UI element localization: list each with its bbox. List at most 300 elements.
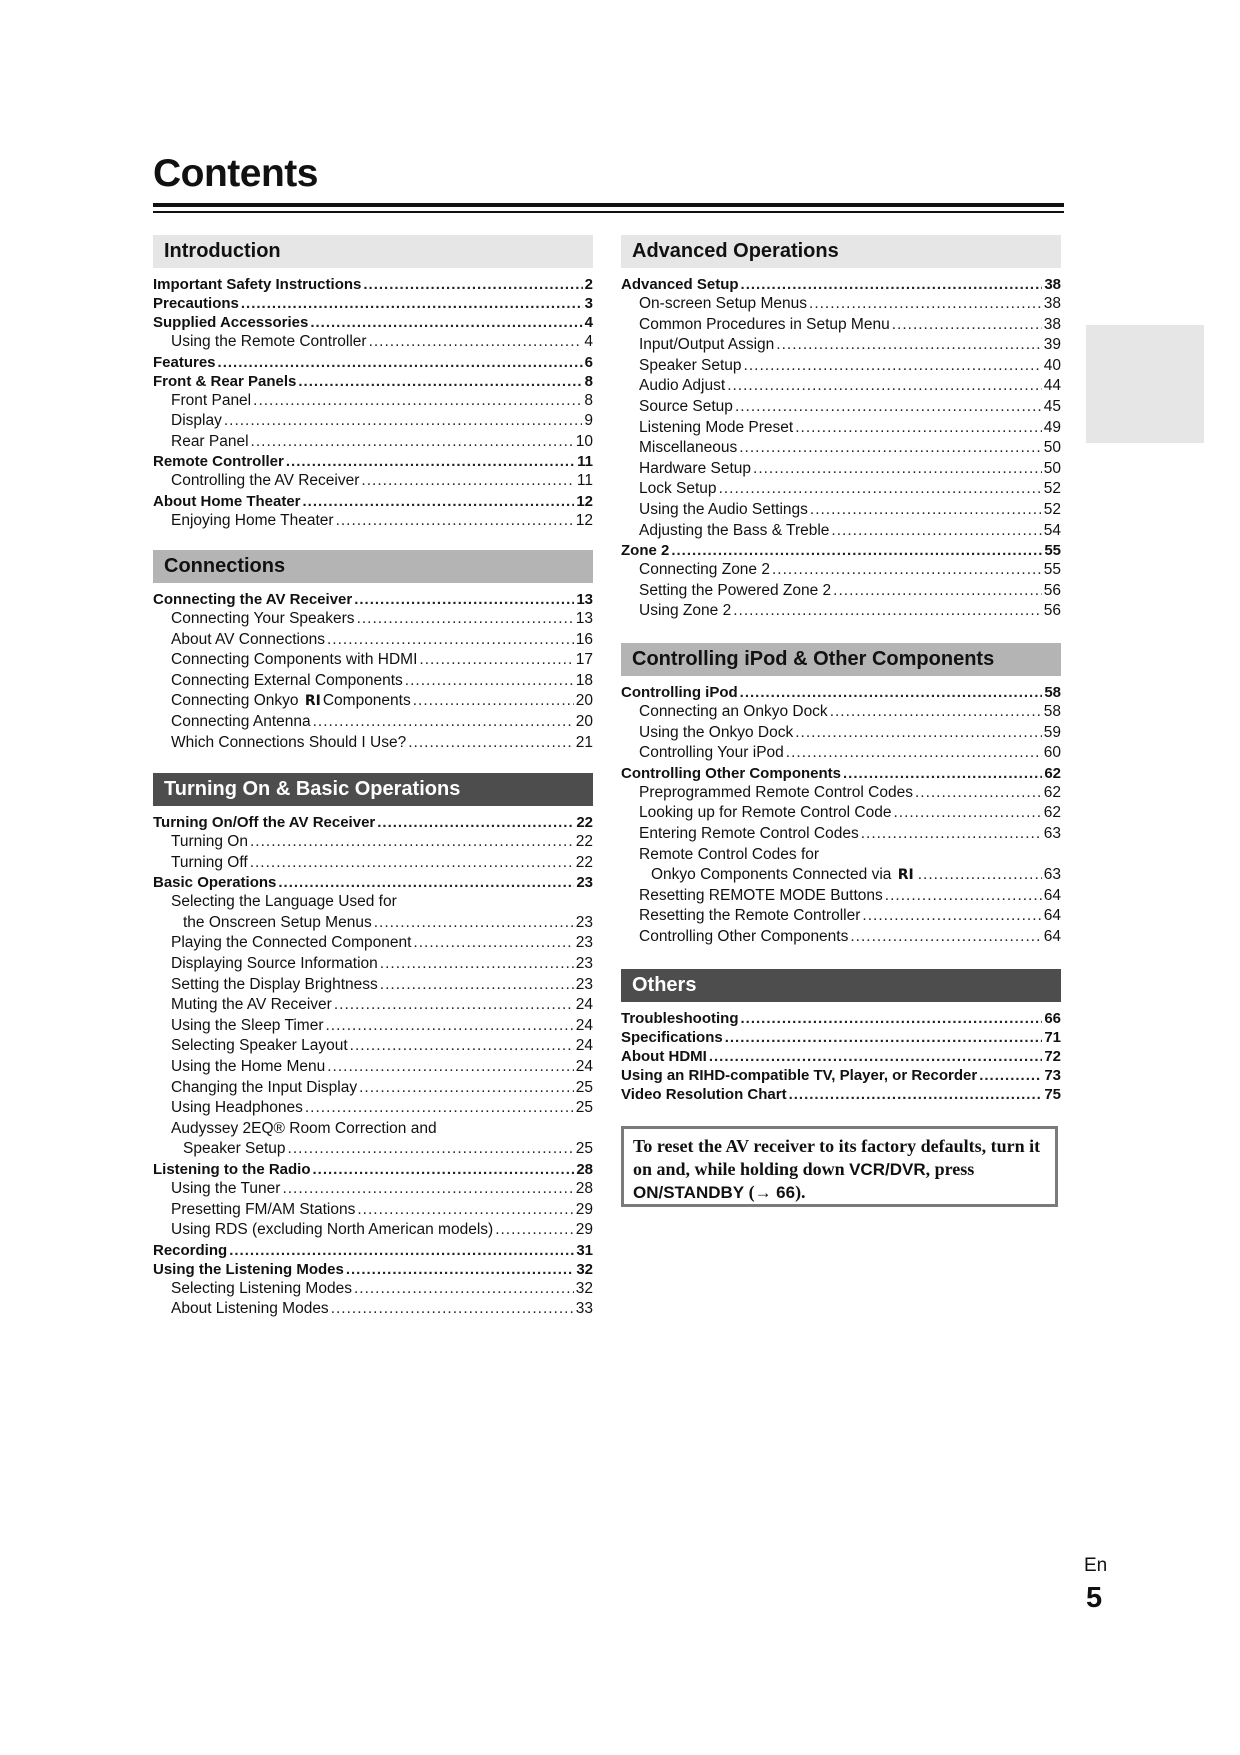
toc-entry-label	[621, 1047, 707, 1066]
dot-leader	[727, 376, 1042, 397]
toc-entry-page-number[interactable]: 4	[584, 333, 593, 350]
toc-entry-page-number[interactable]: 38	[1043, 315, 1061, 333]
toc-entry-label	[639, 335, 774, 356]
toc-entry-specifications[interactable]	[621, 1028, 1061, 1047]
toc-entry-title: Setting the Powered Zone 2	[639, 581, 832, 599]
toc-entry-title: Enjoying Home Theater	[171, 511, 334, 529]
toc-entry-page-number[interactable]: 55	[1044, 542, 1061, 560]
toc-entry-title: Playing the Connected Component	[171, 934, 412, 952]
dot-leader	[741, 1009, 1043, 1028]
toc-entry-connecting-onkyo[interactable]	[153, 691, 593, 712]
toc-entry-page-number[interactable]: 55	[1043, 561, 1061, 579]
toc-entry-title: Speaker Setup	[639, 356, 742, 374]
toc-entry-title: Precautions	[153, 295, 239, 312]
toc-entry-connecting-zone-2[interactable]	[621, 560, 1061, 581]
toc-entry-label	[639, 376, 725, 397]
toc-entry-page-number[interactable]: 23	[575, 913, 593, 931]
toc-entry-title: Rear Panel	[171, 432, 249, 450]
toc-entry-label	[171, 511, 334, 532]
toc-entry-page-number[interactable]: 72	[1044, 1048, 1061, 1065]
toc-entry-page-number[interactable]: 20	[575, 712, 593, 730]
toc-entry-using-the-sleep-timer[interactable]	[153, 1016, 593, 1037]
dot-leader	[327, 630, 574, 651]
toc-entry-basic-operations[interactable]	[153, 873, 593, 892]
toc-entry-page-number[interactable]: 21	[575, 733, 593, 751]
toc-entry-precautions[interactable]	[153, 294, 593, 313]
toc-entry-page-number[interactable]: 24	[575, 1057, 593, 1075]
toc-entry-supplied-accessories[interactable]	[153, 313, 593, 332]
toc-entry-adjusting-the-bass-treble[interactable]	[621, 521, 1061, 542]
toc-entry-page-number[interactable]: 54	[1043, 521, 1061, 539]
toc-entry-remote-control-codes-for[interactable]	[621, 845, 1061, 866]
toc-entry-speaker-setup[interactable]	[153, 1139, 593, 1160]
section-advanced-operations	[621, 235, 1061, 622]
toc-entry-about-av-connections[interactable]	[153, 630, 593, 651]
toc-entry-page-number[interactable]: 6	[584, 353, 593, 371]
toc-entry-label	[153, 590, 352, 609]
dot-leader	[303, 492, 575, 511]
toc-entry-page-number[interactable]: 23	[575, 975, 593, 993]
toc-entry-using-the-audio-settings[interactable]	[621, 500, 1061, 521]
toc-entry-page-number[interactable]: 52	[1043, 480, 1061, 498]
toc-entry-preprogrammed-remote-control-codes[interactable]	[621, 783, 1061, 804]
toc-entry-page-number[interactable]: 31	[576, 1241, 593, 1259]
toc-entry-connecting-external-components[interactable]	[153, 671, 593, 692]
toc-entry-title: Using the Onkyo Dock	[639, 723, 794, 741]
note-text-2: , press	[925, 1159, 975, 1179]
toc-entry-title: Connecting Components with HDMI	[171, 651, 418, 669]
toc-entry-page-number[interactable]: 16	[575, 630, 593, 648]
toc-entry-label	[621, 541, 669, 560]
toc-entry-page-number[interactable]: 11	[576, 472, 593, 490]
toc-entry-controlling-other-components[interactable]	[621, 764, 1061, 783]
toc-entry-the-onscreen-setup-menus[interactable]	[153, 913, 593, 934]
toc-entry-changing-the-input-display[interactable]	[153, 1078, 593, 1099]
toc-entry-label	[153, 1241, 227, 1260]
toc-entry-page-number[interactable]: 32	[576, 1260, 593, 1278]
toc-entry-page-number[interactable]: 12	[576, 492, 593, 510]
dot-leader	[786, 743, 1042, 764]
toc-entry-using-the-home-menu[interactable]	[153, 1057, 593, 1078]
toc-entry-source-setup[interactable]	[621, 397, 1061, 418]
toc-entry-entering-remote-control-codes[interactable]	[621, 824, 1061, 845]
section-controlling-ipod-other-components	[621, 643, 1061, 948]
toc-entry-features[interactable]	[153, 353, 593, 372]
toc-entry-page-number[interactable]: 13	[575, 610, 593, 627]
toc-entry-troubleshooting[interactable]	[621, 1009, 1061, 1028]
toc-entry-title: Turning On	[171, 833, 248, 850]
toc-entry-label	[171, 1098, 303, 1119]
toc-entry-page-number[interactable]: 56	[1043, 602, 1061, 620]
dot-leader	[831, 521, 1041, 542]
toc-entry-page-number[interactable]: 24	[575, 996, 593, 1014]
toc-entry-label	[621, 764, 841, 783]
toc-entry-playing-the-connected-component[interactable]	[153, 933, 593, 954]
toc-entry-page-number[interactable]: 45	[1043, 397, 1061, 415]
toc-entry-page-number[interactable]: 66	[1044, 1010, 1061, 1027]
toc-entry-title: Preprogrammed Remote Control Codes	[639, 783, 913, 801]
toc-entry-turning-off[interactable]	[153, 853, 593, 874]
toc-entry-onkyo-components-connected-via[interactable]	[621, 865, 1061, 886]
toc-entry-label	[639, 783, 913, 804]
ri-logo-icon: RI	[897, 867, 914, 884]
toc-entry-label	[171, 391, 251, 412]
section-heading: Connections	[153, 550, 593, 583]
toc-entry-page-number[interactable]: 29	[575, 1200, 593, 1218]
section-heading: Others	[621, 969, 1061, 1002]
dot-leader	[405, 671, 574, 692]
toc-entry-displaying-source-information[interactable]	[153, 954, 593, 975]
toc-entry-lock-setup[interactable]	[621, 479, 1061, 500]
toc-entry-title: Speaker Setup	[183, 1140, 286, 1158]
toc-entry-using-the-remote-controller[interactable]	[153, 332, 593, 353]
dot-leader	[288, 1139, 574, 1160]
toc-entry-title: Resetting REMOTE MODE Buttons	[639, 886, 883, 904]
toc-entry-hardware-setup[interactable]	[621, 459, 1061, 480]
toc-entry-selecting-listening-modes[interactable]	[153, 1279, 593, 1300]
toc-entry-about-hdmi[interactable]	[621, 1047, 1061, 1066]
section-heading: Introduction	[153, 235, 593, 268]
toc-entry-resetting-remote-mode-buttons[interactable]	[621, 886, 1061, 907]
dot-leader	[915, 783, 1042, 804]
toc-entry-title: Miscellaneous	[639, 439, 738, 457]
toc-entry-speaker-setup[interactable]	[621, 356, 1061, 377]
toc-entry-page-number[interactable]: 50	[1043, 439, 1061, 457]
toc-entry-label	[171, 733, 406, 754]
toc-entry-selecting-the-language-used-for[interactable]	[153, 892, 593, 913]
toc-entry-page-number[interactable]: 52	[1043, 500, 1061, 518]
dot-leader	[327, 1057, 574, 1078]
toc-entry-page-number[interactable]: 50	[1043, 459, 1061, 477]
toc-entry-label	[153, 294, 239, 313]
toc-entry-label	[639, 927, 848, 948]
toc-entry-label	[171, 1016, 324, 1037]
toc-entry-page-number[interactable]: 58	[1044, 684, 1061, 701]
toc-entry-zone-2[interactable]	[621, 541, 1061, 560]
toc-entry-title: Video Resolution Chart	[621, 1086, 787, 1103]
toc-entry-using-rds-excluding-north-american-models[interactable]	[153, 1220, 593, 1241]
toc-entry-connecting-components-with-hdmi[interactable]	[153, 650, 593, 671]
toc-entry-title: About Home Theater	[153, 492, 301, 510]
toc-entry-title: Which Connections Should I Use?	[171, 733, 407, 751]
toc-entry-title: Zone 2	[621, 542, 670, 560]
toc-entry-title: Connecting Zone 2	[639, 561, 770, 579]
toc-entry-front-panel[interactable]	[153, 391, 593, 412]
toc-entry-title: Connecting an Onkyo Dock	[639, 703, 828, 720]
toc-entry-connecting-your-speakers[interactable]	[153, 609, 593, 630]
toc-entry-title: Using the Audio Settings	[639, 500, 808, 518]
toc-entry-listening-to-the-radio[interactable]	[153, 1160, 593, 1179]
toc-entry-page-number[interactable]: 33	[575, 1300, 593, 1318]
section-turning-on-basic-operations	[153, 773, 593, 1320]
toc-entry-setting-the-display-brightness[interactable]	[153, 975, 593, 996]
toc-entry-page-number[interactable]: 8	[584, 372, 593, 390]
toc-entry-title: About Listening Modes	[171, 1300, 329, 1318]
dot-leader	[725, 1028, 1043, 1047]
toc-entry-controlling-other-components[interactable]	[621, 927, 1061, 948]
toc-entry-remote-controller[interactable]	[153, 452, 593, 471]
dot-leader	[772, 560, 1042, 581]
toc-entry-title: Presetting FM/AM Stations	[171, 1200, 356, 1218]
toc-entry-page-number[interactable]: 25	[575, 1099, 593, 1117]
toc-entry-label	[171, 1299, 329, 1320]
dot-leader	[286, 452, 575, 471]
toc-entry-about-home-theater[interactable]	[153, 492, 593, 511]
toc-entry-page-number[interactable]: 32	[575, 1279, 593, 1297]
dot-leader	[850, 927, 1041, 948]
toc-entry-miscellaneous[interactable]	[621, 438, 1061, 459]
toc-entry-title: Display	[171, 412, 222, 430]
toc-entry-title: Turning Off	[171, 853, 248, 871]
toc-entry-using-zone-2[interactable]	[621, 601, 1061, 622]
toc-entry-common-procedures-in-setup-menu[interactable]	[621, 315, 1061, 336]
toc-entry-using-an-rihd-compatible-tv-player-or-recorder[interactable]	[621, 1066, 1061, 1085]
toc-entry-page-number[interactable]: 44	[1043, 377, 1061, 395]
toc-entry-page-number[interactable]: 24	[575, 1037, 593, 1055]
toc-entry-page-number[interactable]: 75	[1044, 1086, 1061, 1103]
toc-entry-label	[639, 459, 751, 480]
toc-entry-turning-on[interactable]	[153, 832, 593, 853]
dot-leader	[354, 590, 574, 609]
dot-leader	[413, 691, 574, 712]
toc-entry-page-number[interactable]: 40	[1043, 356, 1061, 374]
toc-entry-title: Using an RIHD-compatible TV, Player, or Recorder	[621, 1067, 978, 1084]
toc-entry-title: Adjusting the Bass & Treble	[639, 521, 830, 539]
toc-entry-title: Hardware Setup	[639, 459, 752, 477]
dot-leader	[918, 865, 1042, 886]
dot-leader	[789, 1085, 1043, 1104]
toc-entry-label	[639, 418, 793, 439]
toc-entry-muting-the-av-receiver[interactable]	[153, 995, 593, 1016]
toc-entry-audio-adjust[interactable]	[621, 376, 1061, 397]
toc-entry-page-number[interactable]: 25	[575, 1078, 593, 1096]
toc-entry-page-number[interactable]: 56	[1043, 581, 1061, 599]
toc-entry-label	[171, 1279, 352, 1300]
toc-entry-title: Onkyo Components Connected via	[651, 866, 892, 884]
toc-entry-page-number[interactable]: 63	[1043, 824, 1061, 842]
dot-leader	[861, 824, 1042, 845]
dot-leader	[313, 712, 574, 733]
toc-entry-page-number[interactable]: 60	[1043, 744, 1061, 762]
toc-entry-label	[639, 560, 770, 581]
toc-entry-page-number[interactable]: 29	[575, 1221, 593, 1239]
toc-entry-page-number[interactable]: 28	[576, 1160, 593, 1178]
toc-entry-title: On-screen Setup Menus	[639, 295, 808, 312]
toc-entry-label	[171, 1200, 355, 1221]
dot-leader	[843, 764, 1042, 783]
toc-entry-title: Features	[153, 353, 216, 371]
toc-entry-connecting-antenna[interactable]	[153, 712, 593, 733]
toc-entry-page-number[interactable]: 38	[1044, 276, 1061, 293]
toc-entry-title: Source Setup	[639, 397, 733, 415]
dot-leader	[278, 873, 574, 892]
toc-entry-label	[153, 313, 308, 332]
toc-entry-recording[interactable]	[153, 1241, 593, 1260]
dot-leader	[346, 1260, 574, 1279]
toc-entry-front-rear-panels[interactable]	[153, 372, 593, 391]
toc-entry-using-headphones[interactable]	[153, 1098, 593, 1119]
dot-leader	[374, 913, 574, 934]
toc-entry-page-number[interactable]: 22	[575, 833, 593, 850]
toc-entry-page-number[interactable]: 22	[576, 814, 593, 831]
dot-leader	[326, 1016, 574, 1037]
toc-entry-page-number[interactable]: 28	[575, 1179, 593, 1197]
toc-entry-label	[621, 1066, 977, 1085]
toc-entry-page-number[interactable]: 63	[1043, 866, 1061, 884]
toc-entry-title: Supplied Accessories	[153, 314, 309, 331]
toc-entry-advanced-setup[interactable]	[621, 275, 1061, 294]
toc-entry-video-resolution-chart[interactable]	[621, 1085, 1061, 1104]
toc-entry-turning-on-off-the-av-receiver[interactable]	[153, 813, 593, 832]
toc-entry-page-number[interactable]: 39	[1043, 336, 1061, 354]
toc-entry-page-number[interactable]: 23	[576, 874, 593, 892]
toc-entry-page-number[interactable]: 62	[1044, 764, 1061, 782]
toc-entry-label	[639, 824, 859, 845]
dot-leader	[810, 500, 1042, 521]
toc-entry-page-number[interactable]: 64	[1043, 927, 1061, 945]
toc-entry-title: Using RDS (excluding North American models)	[171, 1221, 494, 1239]
toc-entry-page-number[interactable]: 64	[1043, 886, 1061, 904]
dot-leader	[862, 906, 1041, 927]
toc-entry-label	[639, 845, 819, 866]
toc-entry-label	[171, 1078, 357, 1099]
toc-entry-page-number[interactable]: 22	[575, 853, 593, 871]
toc-entry-page-number[interactable]: 49	[1043, 418, 1061, 436]
dot-leader	[251, 432, 574, 453]
dot-leader	[380, 975, 574, 996]
dot-leader	[359, 1078, 574, 1099]
toc-entry-enjoying-home-theater[interactable]	[153, 511, 593, 532]
arrow-right-icon: →	[754, 1183, 772, 1202]
toc-entry-page-number[interactable]: 58	[1043, 703, 1061, 720]
toc-entry-on-screen-setup-menus[interactable]	[621, 294, 1061, 315]
factory-reset-note	[621, 1126, 1058, 1207]
toc-entry-title: Using the Home Menu	[171, 1057, 326, 1075]
toc-entry-page-number[interactable]: 62	[1043, 804, 1061, 822]
toc-entry-page-number[interactable]: 9	[584, 412, 593, 430]
toc-entry-title: Selecting the Language Used for	[171, 893, 397, 911]
toc-entry-page-number[interactable]: 24	[575, 1016, 593, 1034]
toc-entry-list	[153, 583, 593, 753]
dot-leader	[334, 995, 574, 1016]
toc-entry-page-number[interactable]: 71	[1044, 1029, 1061, 1046]
note-ref-page[interactable]: 66	[776, 1183, 796, 1202]
toc-entry-input-output-assign[interactable]	[621, 335, 1061, 356]
toc-entry-page-number[interactable]: 38	[1043, 295, 1061, 312]
toc-entry-rear-panel[interactable]	[153, 432, 593, 453]
toc-entry-about-listening-modes[interactable]	[153, 1299, 593, 1320]
toc-entry-connecting-the-av-receiver[interactable]	[153, 590, 593, 609]
toc-entry-looking-up-for-remote-control-code[interactable]	[621, 803, 1061, 824]
toc-entry-label	[171, 630, 325, 651]
toc-entry-label	[171, 933, 411, 954]
toc-entry-label	[639, 906, 860, 927]
toc-entry-label	[171, 691, 411, 712]
toc-entry-title: Connecting Antenna	[171, 712, 311, 730]
toc-entry-which-connections-should-i-use[interactable]	[153, 733, 593, 754]
dot-leader	[885, 886, 1042, 907]
toc-entry-page-number[interactable]: 20	[575, 692, 593, 710]
toc-entry-controlling-ipod[interactable]	[621, 683, 1061, 702]
dot-leader	[305, 1098, 574, 1119]
dot-leader	[357, 609, 574, 630]
toc-entry-label	[639, 521, 829, 542]
dot-leader	[795, 723, 1042, 744]
toc-entry-title: Controlling Other Components	[639, 927, 849, 945]
toc-entry-list	[621, 1002, 1061, 1104]
toc-entry-resetting-the-remote-controller[interactable]	[621, 906, 1061, 927]
toc-entry-page-number[interactable]: 10	[575, 432, 593, 450]
toc-entry-title: Resetting the Remote Controller	[639, 907, 861, 925]
dot-leader	[350, 1036, 574, 1057]
toc-entry-title: Connecting Your Speakers	[171, 610, 355, 627]
toc-entry-important-safety-instructions[interactable]	[153, 275, 593, 294]
dot-leader	[408, 733, 574, 754]
toc-entry-connecting-an-onkyo-dock[interactable]	[621, 702, 1061, 723]
toc-entry-page-number[interactable]: 4	[584, 314, 593, 331]
toc-entry-audyssey-2eq-room-correction-and[interactable]	[153, 1119, 593, 1140]
toc-entry-page-number[interactable]: 23	[575, 934, 593, 952]
toc-entry-page-number[interactable]: 18	[575, 671, 593, 689]
toc-entry-using-the-listening-modes[interactable]	[153, 1260, 593, 1279]
toc-entry-label	[639, 702, 828, 723]
dot-leader	[377, 813, 574, 832]
toc-entry-label	[171, 609, 355, 630]
toc-entry-label	[639, 886, 883, 907]
toc-entry-title: Using Zone 2	[639, 602, 732, 620]
toc-entry-title: Selecting Listening Modes	[171, 1279, 352, 1297]
note-key-vcr-dvr: VCR/DVR	[849, 1160, 926, 1179]
toc-entry-selecting-speaker-layout[interactable]	[153, 1036, 593, 1057]
toc-entry-label	[153, 452, 284, 471]
dot-leader	[776, 335, 1041, 356]
toc-entry-title: Controlling Other Components	[621, 764, 841, 782]
toc-entry-controlling-your-ipod[interactable]	[621, 743, 1061, 764]
toc-entry-page-number[interactable]: 2	[584, 276, 593, 293]
toc-entry-page-number[interactable]: 64	[1043, 907, 1061, 925]
toc-entry-title: Remote Controller	[153, 453, 284, 471]
toc-entry-controlling-the-av-receiver[interactable]	[153, 471, 593, 492]
dot-leader	[753, 459, 1042, 480]
toc-entry-page-number[interactable]: 3	[584, 295, 593, 312]
toc-entry-page-number[interactable]: 23	[575, 954, 593, 972]
toc-entry-label	[639, 743, 784, 764]
toc-entry-page-number[interactable]: 11	[577, 453, 593, 471]
toc-entry-title: Selecting Speaker Layout	[171, 1037, 348, 1055]
toc-entry-using-the-tuner[interactable]	[153, 1179, 593, 1200]
toc-entry-title: Troubleshooting	[621, 1010, 739, 1027]
toc-entry-page-number[interactable]: 59	[1043, 723, 1061, 741]
toc-entry-presetting-fm-am-stations[interactable]	[153, 1200, 593, 1221]
toc-entry-display[interactable]	[153, 411, 593, 432]
toc-entry-page-number[interactable]: 62	[1043, 783, 1061, 801]
toc-entry-title: Entering Remote Control Codes	[639, 824, 859, 842]
toc-entry-using-the-onkyo-dock[interactable]	[621, 723, 1061, 744]
toc-entry-title: Front Panel	[171, 391, 252, 409]
toc-entry-title: Using the Tuner	[171, 1179, 281, 1197]
toc-entry-page-number[interactable]: 73	[1044, 1067, 1061, 1084]
toc-entry-page-number[interactable]: 12	[575, 511, 593, 529]
toc-entry-setting-the-powered-zone-2[interactable]	[621, 581, 1061, 602]
toc-entry-page-number[interactable]: 25	[575, 1140, 593, 1158]
toc-entry-label	[639, 500, 808, 521]
dot-leader	[224, 411, 583, 432]
toc-entry-page-number[interactable]: 8	[584, 391, 593, 409]
dot-leader	[830, 702, 1042, 723]
toc-entry-listening-mode-preset[interactable]	[621, 418, 1061, 439]
toc-entry-page-number[interactable]: 13	[576, 591, 593, 608]
toc-entry-page-number[interactable]: 17	[575, 651, 593, 669]
